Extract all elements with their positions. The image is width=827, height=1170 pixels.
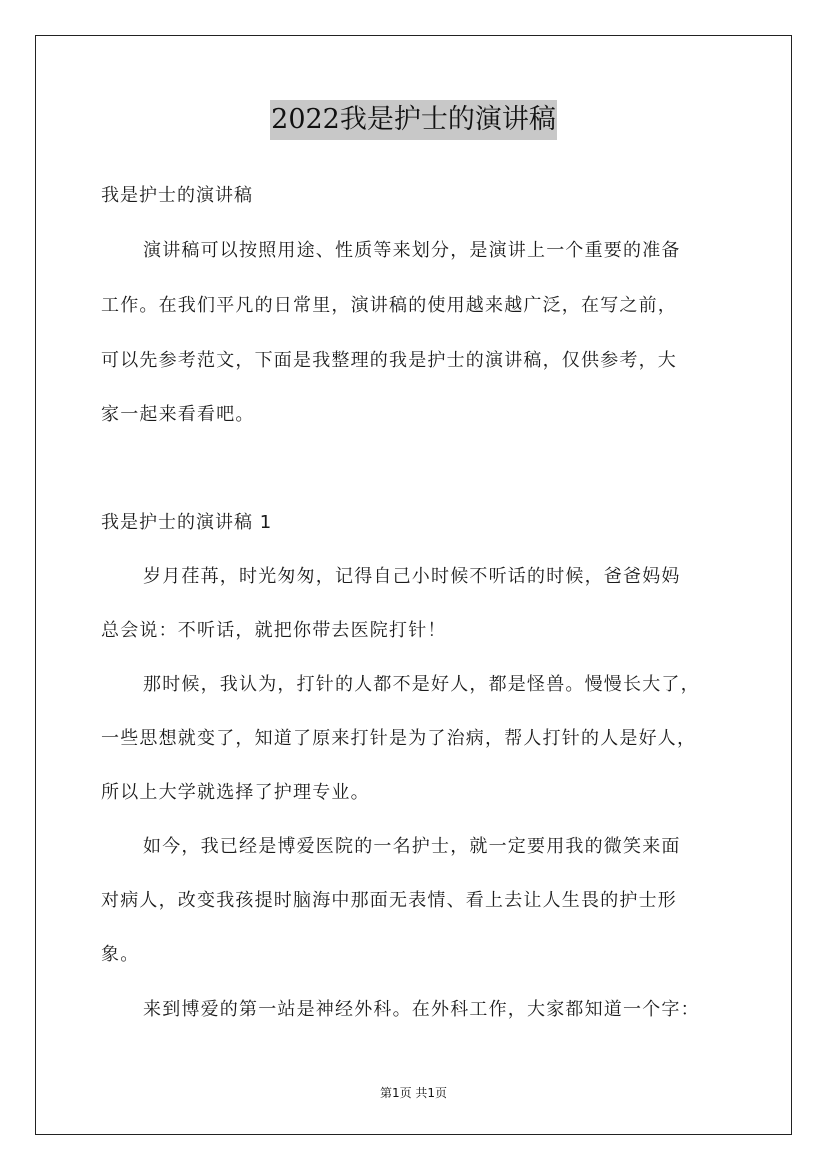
paragraph-line: 对病人，改变我孩提时脑海中那面无表情、看上去让人生畏的护士形 [101, 890, 677, 911]
paragraph-line: 所以上大学就选择了护理专业。 [101, 782, 370, 803]
paragraph-line: 总会说：不听话，就把你带去医院打针！ [101, 620, 447, 641]
paragraph-line: 可以先参考范文，下面是我整理的我是护士的演讲稿，仅供参考，大 [101, 350, 677, 371]
paragraph-line: 如今，我已经是博爱医院的一名护士，就一定要用我的微笑来面 [143, 836, 681, 857]
page-footer: 第1页 共1页 [379, 1086, 448, 1100]
section-heading: 我是护士的演讲稿 [101, 185, 253, 206]
paragraph-line: 工作。在我们平凡的日常里，演讲稿的使用越来越广泛，在写之前， [101, 295, 677, 316]
paragraph-line: 一些思想就变了，知道了原来打针是为了治病，帮人打针的人是好人， [101, 728, 697, 749]
document-title: 2022我是护士的演讲稿 [270, 100, 557, 140]
paragraph-line: 象。 [101, 944, 140, 965]
paragraph-line: 家一起来看看吧。 [101, 404, 255, 425]
paragraph-line: 演讲稿可以按照用途、性质等来划分，是演讲上一个重要的准备 [143, 240, 681, 261]
paragraph-line: 那时候，我认为，打针的人都不是好人，都是怪兽。慢慢长大了， [143, 674, 700, 695]
title-container [0, 100, 827, 140]
section-heading: 我是护士的演讲稿 1 [101, 512, 273, 533]
paragraph-line: 岁月荏苒，时光匆匆，记得自己小时候不听话的时候，爸爸妈妈 [143, 566, 681, 587]
paragraph-line: 来到博爱的第一站是神经外科。在外科工作，大家都知道一个字： [143, 999, 700, 1020]
